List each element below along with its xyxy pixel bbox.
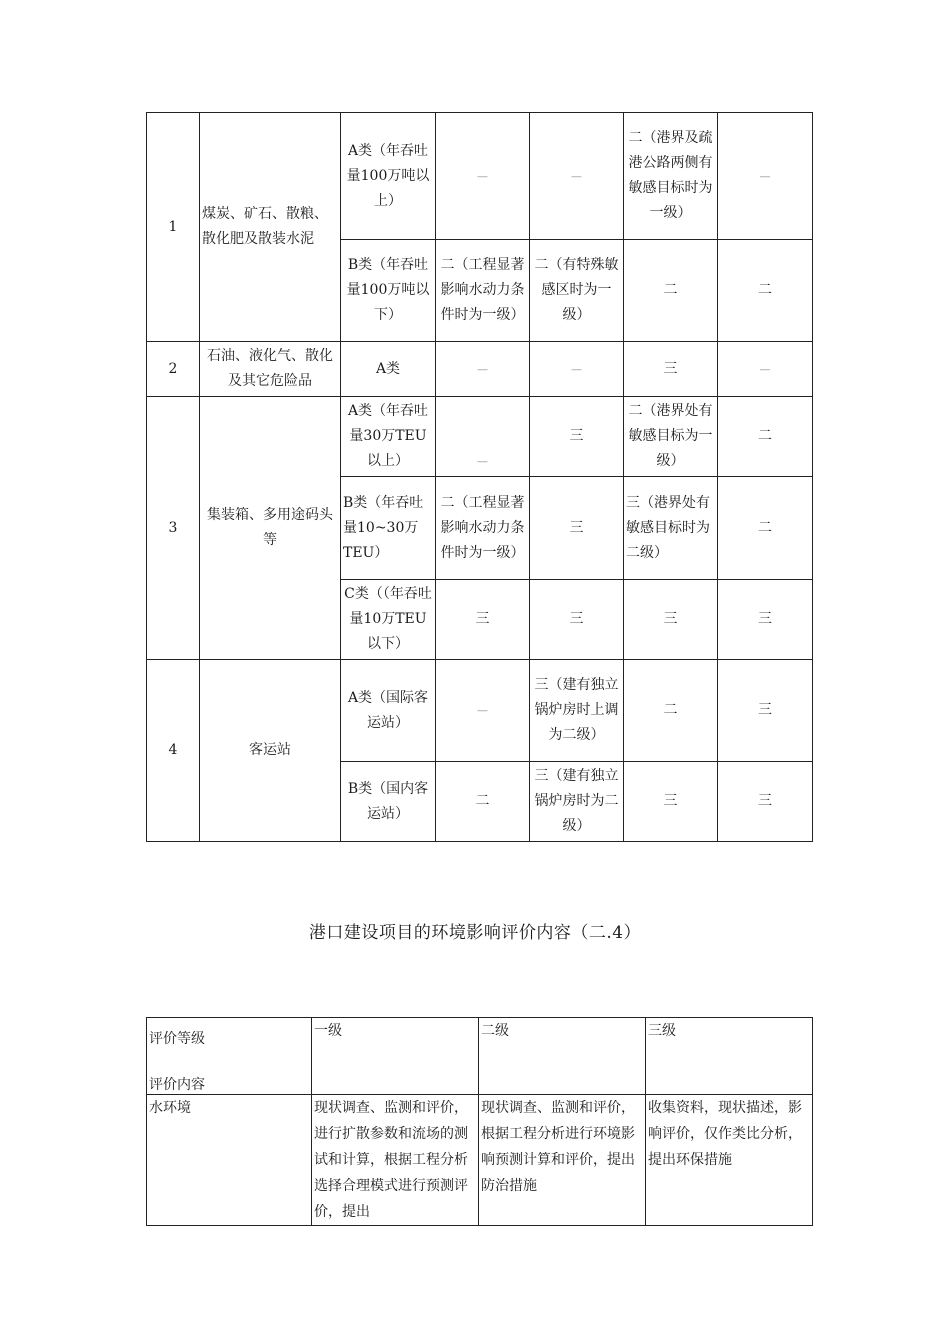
level-cell: 二 [624, 240, 718, 342]
level-cell: — [530, 342, 624, 397]
level-cell: 二 [718, 477, 813, 580]
row-number: 1 [147, 113, 200, 342]
table-row [147, 342, 813, 397]
level-cell: 二（港界处有敏感目标为一级） [624, 397, 718, 477]
level-cell: — [436, 660, 530, 762]
level-cell: — [718, 342, 813, 397]
level-cell: 三 [530, 580, 624, 660]
table-header-row [147, 1018, 813, 1095]
table-row [147, 397, 813, 477]
header-content-label: 评价内容 [149, 1077, 205, 1093]
level-cell: 二（有特殊敏感区时为一级） [530, 240, 624, 342]
level-cell: — [436, 342, 530, 397]
level-cell: 三 [530, 477, 624, 580]
class-cell: A类（国际客运站） [341, 660, 436, 762]
table-row [147, 113, 813, 240]
level-cell: — [436, 397, 530, 477]
level-content: 收集资料，现状描述，影响评价，仅作类比分析，提出环保措施 [646, 1095, 813, 1226]
level-cell: 三 [718, 580, 813, 660]
level-cell: 三 [624, 762, 718, 842]
level-header: 三级 [646, 1018, 813, 1095]
cargo-type: 石油、液化气、散化及其它危险品 [200, 342, 341, 397]
level-cell: 二（工程显著影响水动力条件时为一级） [436, 240, 530, 342]
header-level-label: 评价等级 [149, 1031, 205, 1047]
class-cell: A类 [341, 342, 436, 397]
level-cell: 三（港界处有敏感目标时为二级） [624, 477, 718, 580]
level-cell: 二（工程显著影响水动力条件时为一级） [436, 477, 530, 580]
level-header: 二级 [479, 1018, 646, 1095]
level-cell: 三 [624, 580, 718, 660]
class-cell: B类（年吞吐量100万吨以下） [341, 240, 436, 342]
level-header: 一级 [312, 1018, 479, 1095]
level-cell: 三（建有独立锅炉房时为二级） [530, 762, 624, 842]
cargo-type: 集装箱、多用途码头等 [200, 397, 341, 660]
level-cell: 二 [718, 397, 813, 477]
level-cell: 二 [718, 240, 813, 342]
class-cell: B类（年吞吐量10~30万TEU） [341, 477, 436, 580]
level-cell: — [436, 113, 530, 240]
row-number: 3 [147, 397, 200, 660]
level-cell: — [718, 113, 813, 240]
class-cell: A类（年吞吐量100万吨以上） [341, 113, 436, 240]
level-cell: 三 [436, 580, 530, 660]
table-row [147, 1095, 813, 1226]
level-cell: 三 [530, 397, 624, 477]
level-content: 现状调查、监测和评价，进行扩散参数和流场的测试和计算，根据工程分析选择合理模式进行预测评价，提出 [312, 1095, 479, 1226]
table-row [147, 660, 813, 762]
level-cell: 二 [624, 660, 718, 762]
section-title: 港口建设项目的环境影响评价内容（二.4） [308, 923, 642, 943]
row-number: 2 [147, 342, 200, 397]
level-cell: 三（建有独立锅炉房时上调为二级） [530, 660, 624, 762]
cargo-type: 客运站 [200, 660, 341, 842]
level-cell: 三 [624, 342, 718, 397]
level-cell: — [530, 113, 624, 240]
row-number: 4 [147, 660, 200, 842]
content-item: 水环境 [147, 1095, 312, 1226]
level-cell: 二（港界及疏港公路两侧有敏感目标时为一级） [624, 113, 718, 240]
impact-level-table [146, 112, 813, 842]
class-cell: A类（年吞吐量30万TEU以上） [341, 397, 436, 477]
class-cell: B类（国内客运站） [341, 762, 436, 842]
evaluation-content-table [146, 1017, 813, 1226]
cargo-type: 煤炭、矿石、散粮、散化肥及散装水泥 [200, 113, 341, 342]
class-cell: C类（（年吞吐量10万TEU以下） [341, 580, 436, 660]
level-content: 现状调查、监测和评价，根据工程分析进行环境影响预测计算和评价，提出防治措施 [479, 1095, 646, 1226]
level-cell: 二 [436, 762, 530, 842]
level-cell: 三 [718, 762, 813, 842]
level-cell: 三 [718, 660, 813, 762]
diagonal-header-cell [147, 1018, 312, 1095]
